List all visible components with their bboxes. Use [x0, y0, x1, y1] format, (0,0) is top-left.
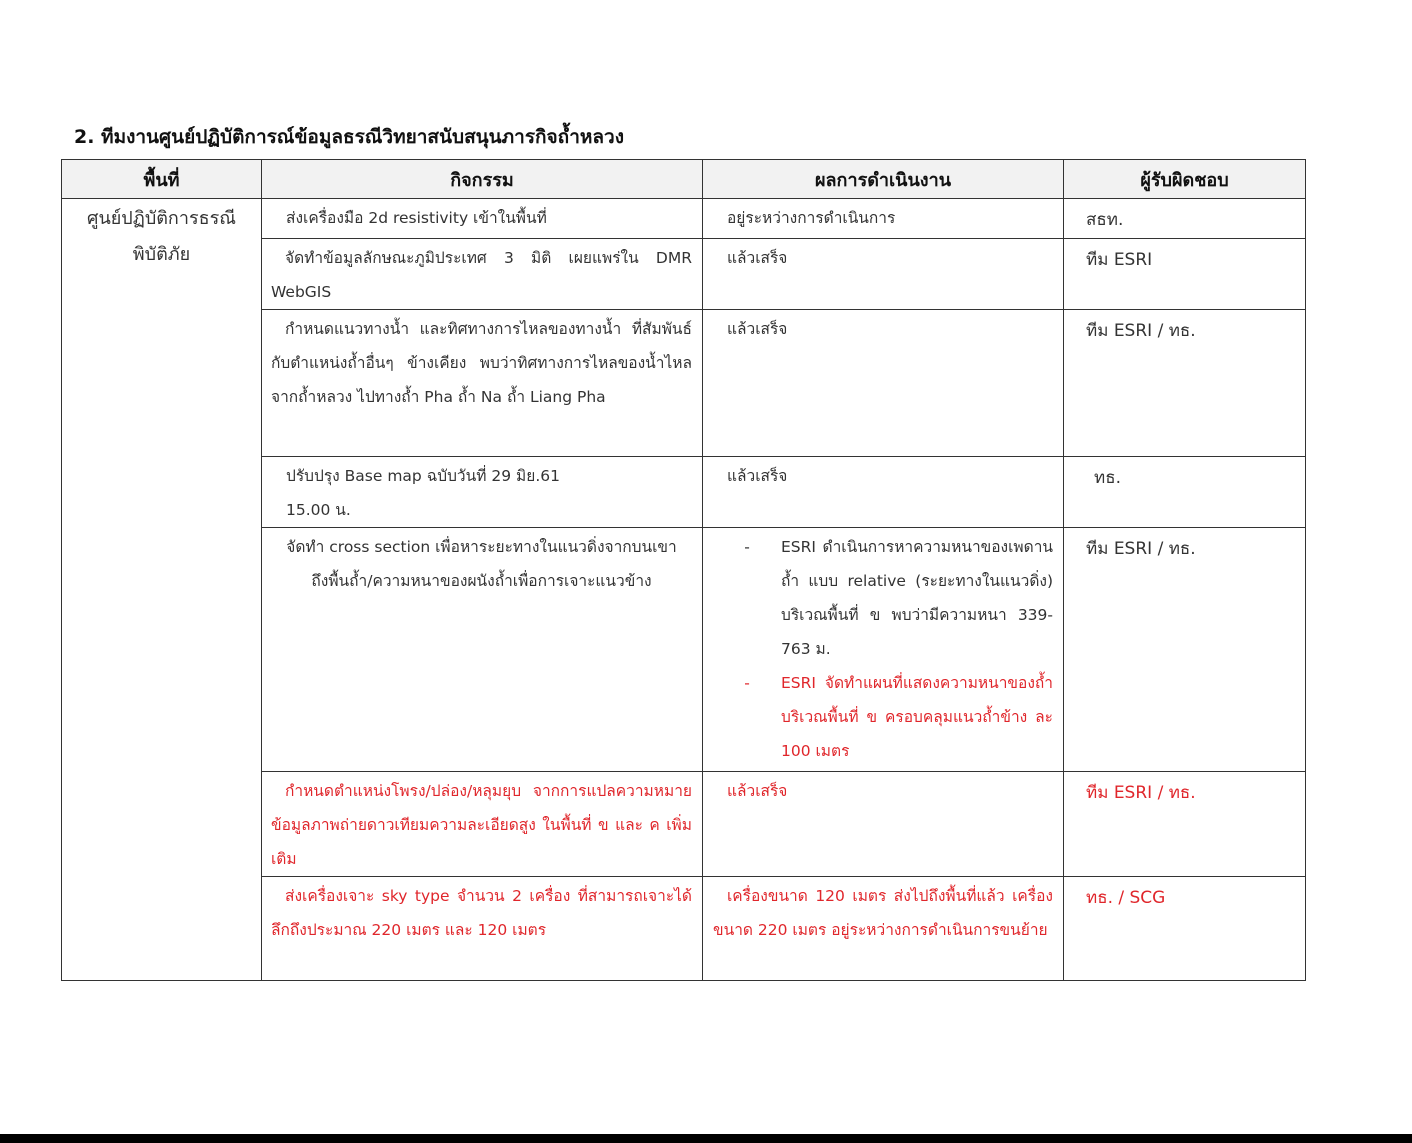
area-cell	[62, 199, 262, 981]
header-result: ผลการดำเนินงาน	[703, 160, 1064, 199]
responsible-cell: ทธ. / SCG	[1064, 877, 1306, 981]
bullet-dash: -	[744, 538, 750, 556]
activity-line-2: ถึงพื้นถ้ำ/ความหนาของผนังถ้ำเพื่อการเจาะแนวข้าง	[311, 572, 652, 590]
result-cell: แล้วเสร็จ	[703, 239, 1064, 310]
result-bullet	[713, 666, 1053, 768]
result-cell: อยู่ระหว่างการดำเนินการ	[703, 199, 1064, 239]
responsible-cell: ทีม ESRI / ทธ.	[1064, 528, 1306, 772]
result-cell	[703, 528, 1064, 772]
area-line-1: ศูนย์ปฏิบัติการธรณี	[87, 208, 236, 229]
activity-line-2: 15.00 น.	[286, 501, 351, 519]
responsible-cell: ทีม ESRI / ทธ.	[1064, 772, 1306, 877]
responsible-cell: ทีม ESRI / ทธ.	[1064, 310, 1306, 457]
result-text: เครื่องขนาด 120 เมตร ส่งไปถึงพื้นที่แล้ว เครื่องขนาด 220 เมตร อยู่ระหว่างการดำเนินการขนย้าย	[713, 887, 1053, 939]
activity-line-1: จัดทำ cross section เพื่อหาระยะทางในแนวดิ่งจากบนเขา	[286, 538, 677, 556]
operations-table	[61, 159, 1306, 981]
activity-text: จัดทำข้อมูลลักษณะภูมิประเทศ 3 มิติ เผยแพร่ใน DMR WebGIS	[271, 249, 692, 301]
bullet-text: ESRI ดำเนินการหาความหนาของเพดานถ้ำ แบบ relative (ระยะทางในแนวดิ่ง) บริเวณพื้นที่ ข พบว่ามีความหนา 339-763 ม.	[781, 538, 1053, 658]
responsible-cell: ทธ.	[1064, 457, 1306, 528]
area-line-2: พิบัติภัย	[132, 244, 191, 265]
header-area: พื้นที่	[62, 160, 262, 199]
activity-cell	[262, 528, 703, 772]
bottom-bar	[0, 1134, 1412, 1143]
activity-text: กำหนดแนวทางน้ำ และทิศทางการไหลของทางน้ำ ที่สัมพันธ์กับตำแหน่งถ้ำอื่นๆ ข้างเคียง พบว่าทิศทางการไหลของน้ำไหลจากถ้ำหลวง ไปทางถ้ำ Pha ถ้ำ Na ถ้ำ Liang Pha	[271, 320, 692, 406]
result-cell: แล้วเสร็จ	[703, 310, 1064, 457]
activity-cell	[262, 877, 703, 981]
table-header-row	[62, 160, 1306, 199]
page-heading: 2. ทีมงานศูนย์ปฏิบัติการณ์ข้อมูลธรณีวิทยาสนับสนุนภารกิจถ้ำหลวง	[74, 126, 624, 148]
bullet-text: ESRI จัดทำแผนที่แสดงความหนาของถ้ำ บริเวณพื้นที่ ข ครอบคลุมแนวถ้ำข้าง ละ 100 เมตร	[781, 674, 1053, 760]
result-cell	[703, 877, 1064, 981]
header-activity: กิจกรรม	[262, 160, 703, 199]
activity-cell	[262, 457, 703, 528]
activity-cell	[262, 239, 703, 310]
activity-text: ส่งเครื่องเจาะ sky type จำนวน 2 เครื่อง ที่สามารถเจาะได้ลึกถึงประมาณ 220 เมตร และ 120 เมตร	[271, 887, 692, 939]
table-row	[62, 199, 1306, 239]
activity-cell	[262, 772, 703, 877]
activity-cell: ส่งเครื่องมือ 2d resistivity เข้าในพื้นที่	[262, 199, 703, 239]
activity-text: กำหนดตำแหน่งโพรง/ปล่อง/หลุมยุบ จากการแปลความหมายข้อมูลภาพถ่ายดาวเทียมความละเอียดสูง ในพื้นที่ ข และ ค เพิ่มเติม	[271, 782, 692, 868]
activity-line-1: ปรับปรุง Base map ฉบับวันที่ 29 มิย.61	[286, 467, 560, 485]
responsible-cell: ทีม ESRI	[1064, 239, 1306, 310]
result-cell: แล้วเสร็จ	[703, 457, 1064, 528]
header-responsible: ผู้รับผิดชอบ	[1064, 160, 1306, 199]
responsible-cell: สธท.	[1064, 199, 1306, 239]
activity-cell	[262, 310, 703, 457]
result-bullet	[713, 530, 1053, 666]
bullet-dash: -	[744, 674, 750, 692]
result-cell: แล้วเสร็จ	[703, 772, 1064, 877]
